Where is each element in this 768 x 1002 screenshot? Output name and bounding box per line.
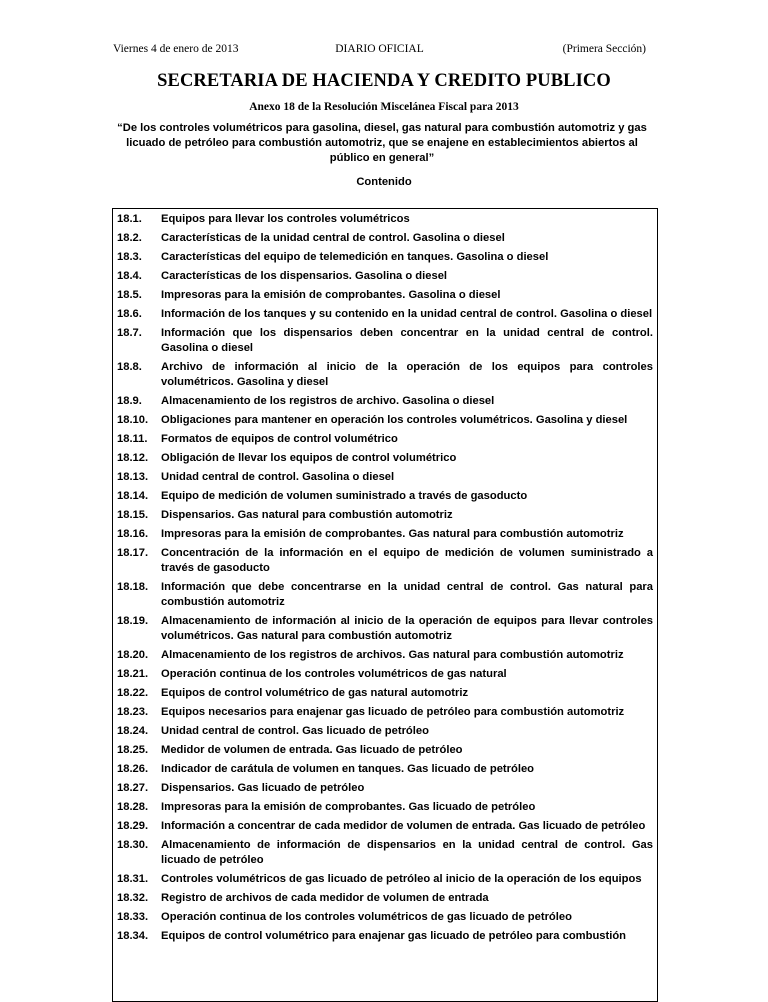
toc-entry-text: Características del equipo de telemedición en tanques. Gasolina o diesel [161,251,549,263]
toc-entry-number: 18.15. [117,509,149,521]
header-publication: DIARIO OFICIAL [335,43,424,55]
toc-entry-text: Operación continua de los controles volumétricos de gas licuado de petróleo [161,911,572,923]
toc-entry-text: Información de los tanques y su contenido en la unidad central de control. Gasolina o diesel [161,308,653,320]
toc-entry [117,506,653,525]
header-section: (Primera Sección) [562,43,646,55]
page-subtitle: Anexo 18 de la Resolución Miscelánea Fiscal para 2013 [249,101,519,113]
page-title: SECRETARIA DE HACIENDA Y CREDITO PUBLICO [157,71,611,91]
toc-entry-number: 18.25. [117,744,149,756]
toc-entry [117,544,653,578]
toc-entry [117,836,653,870]
toc-entry [117,722,653,741]
toc-entry-number: 18.29. [117,820,149,832]
toc-entry-text: Almacenamiento de información de dispensarios en la unidad central de control. Gas licuado de petróleo [161,839,653,866]
toc-entry [117,684,653,703]
toc-entry [117,358,653,392]
toc-entry-number: 18.24. [117,725,149,737]
toc-entry-text: Almacenamiento de los registros de archivos. Gas natural para combustión automotriz [161,649,624,661]
toc-entry [117,612,653,646]
toc-entry [117,927,653,946]
toc-entry [117,578,653,612]
toc-entry-number: 18.33. [117,911,149,923]
toc-entry-text: Almacenamiento de los registros de archivo. Gasolina o diesel [161,395,495,407]
toc-entry-text: Medidor de volumen de entrada. Gas licuado de petróleo [161,744,463,756]
toc-entry-text: Equipo de medición de volumen suministrado a través de gasoducto [161,490,528,502]
toc-entry-text: Archivo de información al inicio de la operación de los equipos para controles volumétricos. Gasolina y diesel [161,361,653,388]
toc-entry-number: 18.18. [117,581,149,593]
toc-entry-text: Concentración de la información en el equipo de medición de volumen suministrado a través de gasoducto [161,547,653,574]
toc-entry [117,392,653,411]
toc-entry [117,741,653,760]
toc-entry [117,487,653,506]
header-date: Viernes 4 de enero de 2013 [113,43,239,55]
toc-entry-number: 18.27. [117,782,149,794]
toc-entry-number: 18.30. [117,839,149,851]
toc-entry-text: Información que los dispensarios deben concentrar en la unidad central de control. Gasolina o diesel [161,327,653,354]
toc-entry-number: 18.28. [117,801,149,813]
toc-entry-number: 18.20. [117,649,149,661]
toc-entry [117,449,653,468]
toc-entry-number: 18.22. [117,687,149,699]
toc-entry-number: 18.31. [117,873,149,885]
toc-entry-text: Obligaciones para mantener en operación los controles volumétricos. Gasolina y diesel [161,414,628,426]
toc-entry-text: Características de los dispensarios. Gasolina o diesel [161,270,448,282]
toc-entry-number: 18.17. [117,547,149,559]
toc-entry-text: Impresoras para la emisión de comprobantes. Gas natural para combustión automotriz [161,528,624,540]
toc-entry [117,248,653,267]
contents-heading: Contenido [356,176,412,188]
toc-entry-text: Indicador de carátula de volumen en tanques. Gas licuado de petróleo [161,763,535,775]
toc-entry-text: Equipos para llevar los controles volumétricos [161,213,410,225]
toc-entry-number: 18.21. [117,668,149,680]
toc-entry [117,324,653,358]
toc-entry-number: 18.23. [117,706,149,718]
toc-entry [117,798,653,817]
toc-entry-text: Impresoras para la emisión de comprobantes. Gasolina o diesel [161,289,501,301]
toc-entry [117,703,653,722]
toc-entry-text: Unidad central de control. Gasolina o diesel [161,471,395,483]
toc-entry-number: 18.34. [117,930,149,942]
toc-entry-number: 18.12. [117,452,149,464]
toc-entry-text: Unidad central de control. Gas licuado de petróleo [161,725,429,737]
toc-entry-text: Operación continua de los controles volumétricos de gas natural [161,668,507,680]
toc-entry-text: Información que debe concentrarse en la unidad central de control. Gas natural para combustión automotriz [161,581,653,608]
toc-entry-text: Equipos de control volumétrico para enajenar gas licuado de petróleo para combustión [161,930,626,942]
toc-entry-number: 18.14. [117,490,149,502]
toc-entry-text: Registro de archivos de cada medidor de volumen de entrada [161,892,489,904]
toc-entry-number: 18.4. [117,270,142,282]
toc-entry-number: 18.11. [117,433,148,445]
toc-entry-text: Características de la unidad central de control. Gasolina o diesel [161,232,505,244]
toc-entry-number: 18.32. [117,892,149,904]
toc-entry [117,210,653,229]
toc-entry-text: Almacenamiento de información al inicio de la operación de equipos para llevar controles volumétricos. Gas natural para combustión automotriz [161,615,653,642]
toc-entry-number: 18.7. [117,327,142,339]
toc-entry [117,411,653,430]
toc-entry-number: 18.8. [117,361,142,373]
toc-entry [117,468,653,487]
toc-entry [117,908,653,927]
toc-entry-number: 18.1. [117,213,142,225]
toc-entry-text: Dispensarios. Gas natural para combustión automotriz [161,509,453,521]
toc-entry [117,525,653,544]
toc-entry-number: 18.9. [117,395,142,407]
toc-entry [117,305,653,324]
toc-entry-text: Formatos de equipos de control volumétrico [161,433,398,445]
toc-entry-text: Equipos necesarios para enajenar gas licuado de petróleo para combustión automotriz [161,706,625,718]
toc-entry-text: Dispensarios. Gas licuado de petróleo [161,782,365,794]
toc-entry [117,286,653,305]
toc-entry [117,760,653,779]
toc-entry [117,817,653,836]
toc-entry [117,870,653,889]
toc-entry-text: Controles volumétricos de gas licuado de petróleo al inicio de la operación de los equipos [161,873,642,885]
toc-entry-number: 18.10. [117,414,149,426]
toc-entry [117,430,653,449]
toc-entry [117,779,653,798]
toc-entry-number: 18.6. [117,308,142,320]
toc-entry-text: Equipos de control volumétrico de gas natural automotriz [161,687,469,699]
toc-entry [117,267,653,286]
toc-entry [117,889,653,908]
toc-entry [117,665,653,684]
toc-entry-number: 18.19. [117,615,149,627]
annex-heading: “De los controles volumétricos para gasolina, diesel, gas natural para combustión automotriz y gas licuado de petróleo para combustión automotriz, que se enajene en establecimientos abiertos al público en general” [117,122,647,164]
toc-entry-number: 18.13. [117,471,149,483]
toc-entry-number: 18.5. [117,289,142,301]
toc-entry-number: 18.26. [117,763,149,775]
toc-entry [117,229,653,248]
toc-entry-number: 18.3. [117,251,142,263]
toc-entry-text: Información a concentrar de cada medidor de volumen de entrada. Gas licuado de petróleo [161,820,646,832]
table-of-contents [112,208,658,1002]
toc-entry-number: 18.2. [117,232,142,244]
toc-entry-text: Obligación de llevar los equipos de control volumétrico [161,452,457,464]
page-header [113,43,646,57]
toc-entry-number: 18.16. [117,528,149,540]
toc-entry-text: Impresoras para la emisión de comprobantes. Gas licuado de petróleo [161,801,536,813]
toc-entry [117,646,653,665]
